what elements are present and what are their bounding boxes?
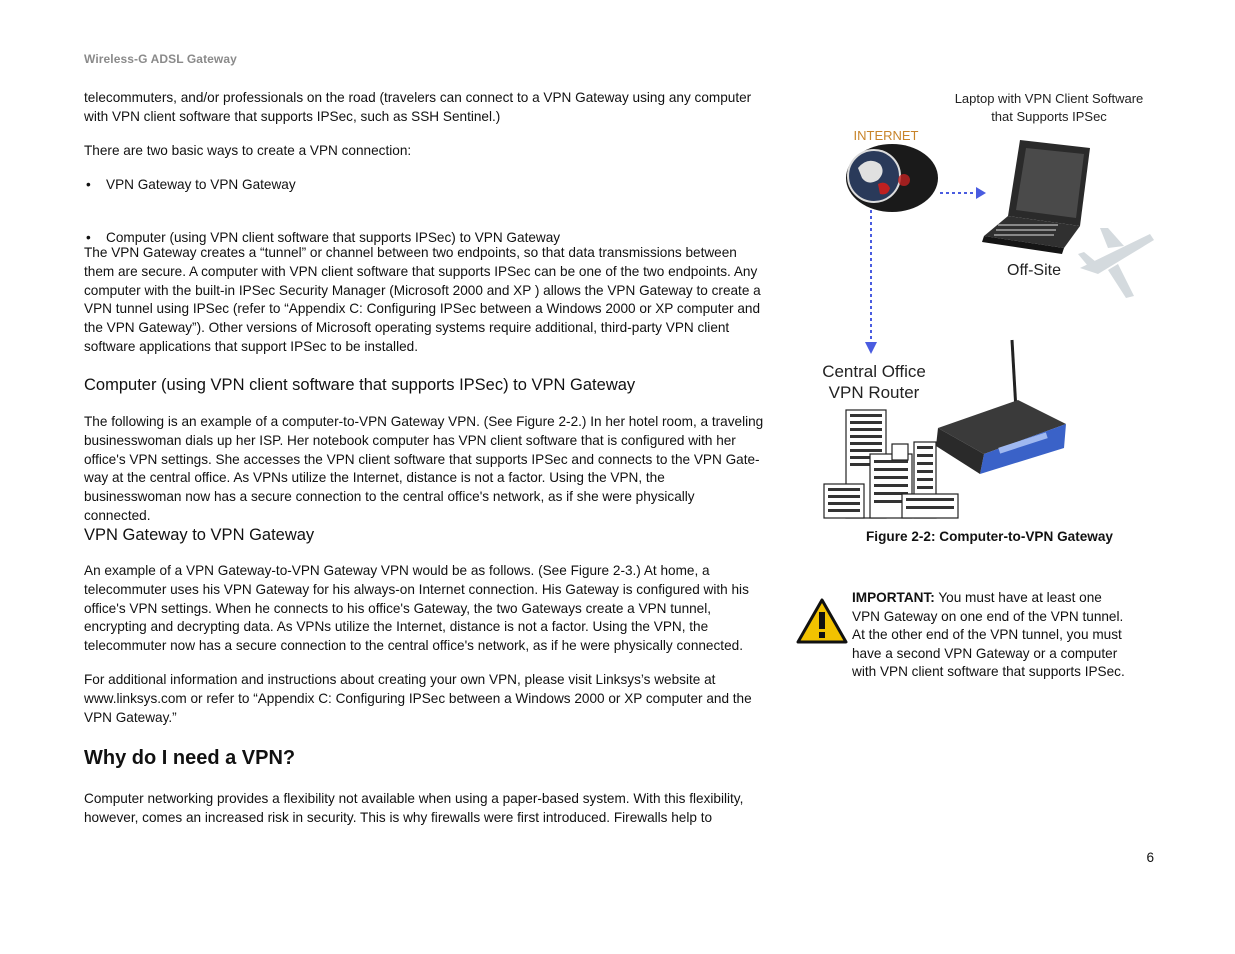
- bullet-text: VPN Gateway to VPN Gateway: [106, 177, 296, 192]
- subheading-computer-to-gateway: Computer (using VPN client software that supports IPSec) to VPN Gateway: [84, 376, 636, 394]
- vpn-diagram: [808, 88, 1168, 528]
- bullet-dot: •: [86, 229, 91, 245]
- section-heading: Why do I need a VPN?: [84, 747, 296, 769]
- airplane-icon: [1078, 228, 1154, 298]
- important-label: IMPORTANT:: [852, 590, 935, 605]
- page-number: 6: [1146, 850, 1154, 865]
- bullet-text: Computer (using VPN client software that supports IPSec) to VPN Gateway: [106, 229, 561, 245]
- central-office-label-line2: VPN Router: [828, 383, 920, 402]
- office-buildings-icon: [824, 410, 958, 518]
- internet-label: INTERNET: [853, 128, 919, 143]
- running-header: Wireless-G ADSL Gateway: [84, 52, 237, 66]
- important-note: [852, 589, 1132, 682]
- additional-info-paragraph: For additional information and instructions about creating your own VPN, please visit Linksys’s website at www.linksys.com or refer to “Appendix C: Configuring IPSec between a Windows 2000 or XP computer and the VPN Gateway.”: [84, 672, 752, 725]
- subheading-gateway-to-gateway: VPN Gateway to VPN Gateway: [84, 526, 315, 544]
- bullet-dot: •: [86, 177, 91, 192]
- central-office-label-line1: Central Office: [822, 362, 926, 381]
- laptop-label-line2: that Supports IPSec: [991, 109, 1107, 124]
- laptop-icon: [982, 140, 1090, 254]
- important-text: You must have at least one VPN Gateway on one end of the VPN tunnel. At the other end of the VPN tunnel, you must have a second VPN Gateway or a computer with VPN client software that supports IPSec.: [852, 590, 1125, 679]
- connection-arrows: [865, 187, 986, 354]
- computer-paragraph: The following is an example of a computer-to-VPN Gateway VPN. (See Figure 2-2.) In her hotel room, a traveling businesswoman dials up her ISP. Her notebook computer has VPN client software that is configured with her office's VPN settings. She accesses the VPN client software that supports IPSec and connects to the VPN Gate-way at the central office. As VPNs utilize the Internet, distance is not a factor. Using the VPN, the businesswoman now has a secure connection to the central office's network, as if she were physically connected.: [84, 414, 764, 523]
- tunnel-paragraph: The VPN Gateway creates a “tunnel” or channel between two endpoints, so that data transmissions between them are secure. A computer with VPN client software that supports IPSec can be one of the two endpoints. Any computer with the built-in IPSec Security Manager (Microsoft 2000 and XP ) allows the VPN Gateway to create a VPN tunnel using IPSec (refer to “Appendix C: Configuring IPSec between a Windows 2000 or XP computer and the VPN Gateway”). Other versions of Microsoft operating systems require additional, third-party VPN client software applications that support IPSec to be installed.: [84, 245, 761, 354]
- figure-caption: Figure 2-2: Computer-to-VPN Gateway: [866, 529, 1113, 544]
- offsite-label: Off-Site: [1007, 262, 1061, 279]
- intro-paragraph: telecommuters, and/or professionals on the road (travelers can connect to a VPN Gateway using any computer with VPN client software that supports IPSec, such as SSH Sentinel.): [84, 90, 752, 124]
- gateway-paragraph: An example of a VPN Gateway-to-VPN Gateway VPN would be as follows. (See Figure 2-3.) At home, a telecommuter uses his VPN Gateway for his always-on Internet connection. His Gateway is configured with his office's VPN settings. When he connects to his office's Gateway, the two Gateways create a VPN tunnel, encrypting and decrypting data. As VPNs utilize the Internet, distance is not a factor. Using the VPN, the telecommuter now has a secure connection to the central office's network, as if he were physically connected.: [84, 563, 749, 654]
- bullet-item: [84, 176, 764, 195]
- ways-intro: There are two basic ways to create a VPN connection:: [84, 143, 412, 158]
- laptop-label-line1: Laptop with VPN Client Software: [954, 91, 1144, 106]
- internet-globe-icon: [846, 128, 938, 212]
- vpn-router-icon: [936, 340, 1066, 474]
- why-paragraph: Computer networking provides a flexibility not available when using a paper-based system. With this flexibility, however, comes an increased risk in security. This is why firewalls were first introduced. Firewalls help to: [84, 791, 744, 825]
- warning-icon: [796, 598, 848, 644]
